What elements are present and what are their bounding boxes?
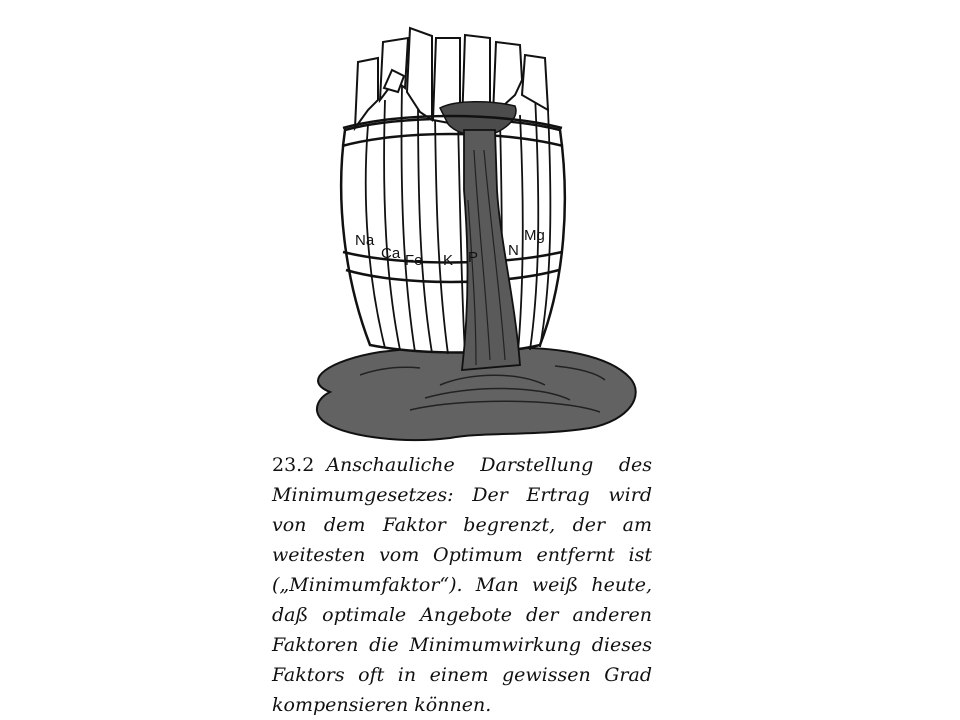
label-p: P: [468, 249, 479, 266]
caption-text: Anschauliche Darstellung des Minimumgesetzes: Der Ertrag wird von dem Faktor begrenzt, der am weitesten vom Optimum entfernt ist („Minimumfaktor“). Man weiß heute, daß optimale Angebote der anderen Faktoren die Minimumwirkung dieses Faktors oft in einem gewissen Grad kompensieren können.: [272, 454, 652, 716]
label-k: K: [443, 252, 454, 269]
figure-caption: [272, 450, 652, 720]
label-na: Na: [355, 232, 375, 249]
label-fe: Fe: [405, 252, 423, 269]
label-n: N: [508, 242, 519, 259]
label-ca: Ca: [381, 245, 401, 262]
caption-number: 23.2: [272, 454, 315, 476]
label-mg: Mg: [524, 227, 545, 244]
